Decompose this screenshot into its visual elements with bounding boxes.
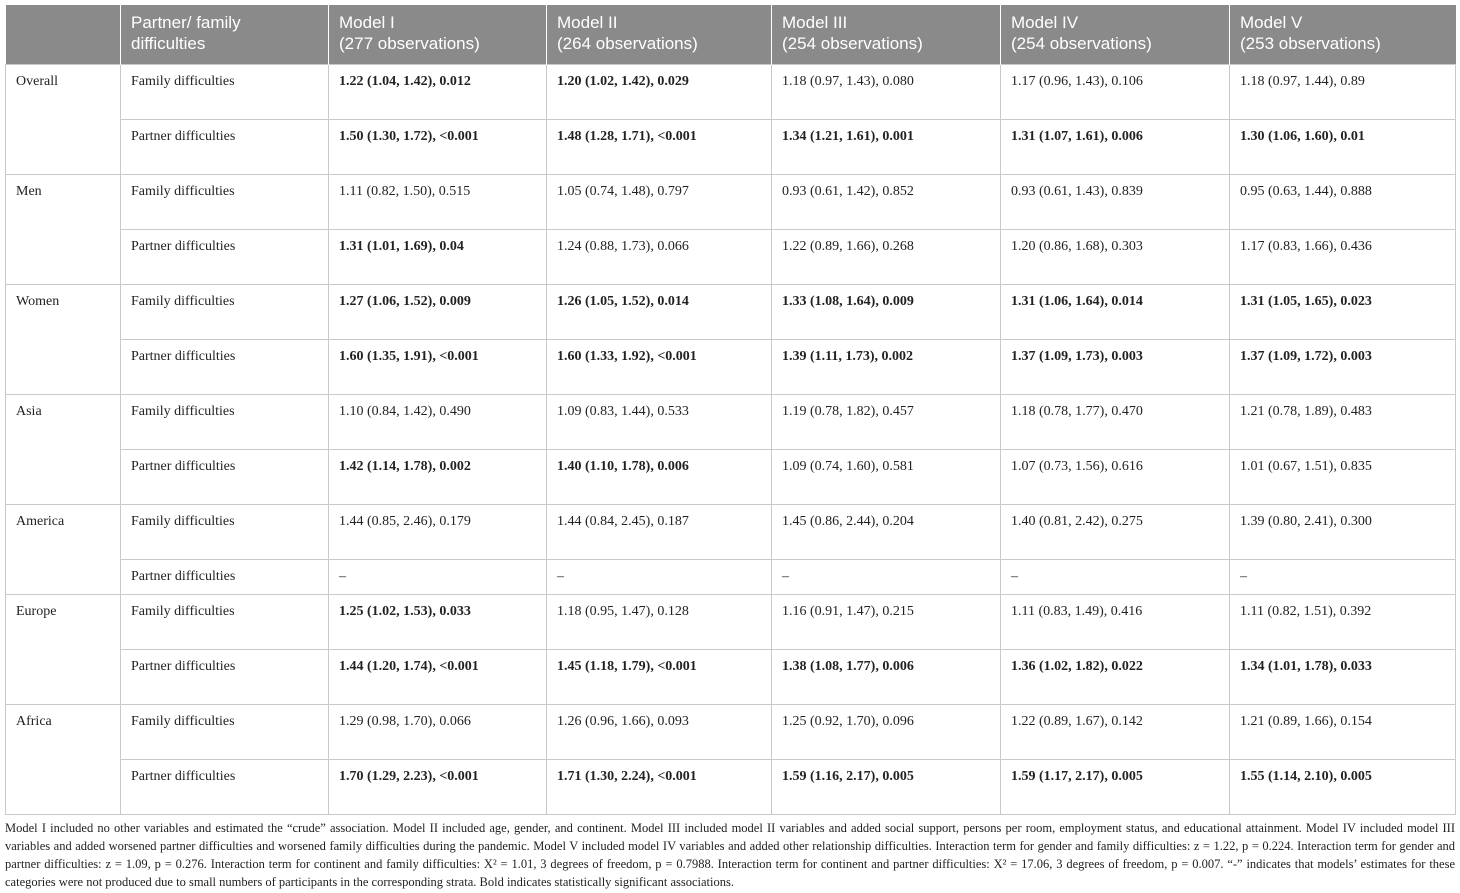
model-observations: (277 observations) <box>339 34 480 53</box>
estimate-cell-model-4: 1.59 (1.17, 2.17), 0.005 <box>1001 760 1230 815</box>
header-row <box>6 5 1456 65</box>
header-model-5 <box>1230 5 1456 65</box>
header-group <box>6 5 121 65</box>
estimate-cell-model-1: – <box>329 560 547 595</box>
estimate-cell-model-5: 0.95 (0.63, 1.44), 0.888 <box>1230 175 1456 230</box>
estimate-cell-model-1: 1.27 (1.06, 1.52), 0.009 <box>329 285 547 340</box>
estimate-cell-model-3: 1.19 (0.78, 1.82), 0.457 <box>772 395 1001 450</box>
estimate-cell-model-1: 1.44 (1.20, 1.74), <0.001 <box>329 650 547 705</box>
estimate-cell-model-3: 1.18 (0.97, 1.43), 0.080 <box>772 65 1001 120</box>
estimate-cell-model-1: 1.70 (1.29, 2.23), <0.001 <box>329 760 547 815</box>
difficulty-type-label: Family difficulties <box>121 175 329 230</box>
table-row <box>6 595 1456 650</box>
estimate-cell-model-1: 1.11 (0.82, 1.50), 0.515 <box>329 175 547 230</box>
table-container <box>5 5 1455 891</box>
estimate-cell-model-1: 1.31 (1.01, 1.69), 0.04 <box>329 230 547 285</box>
estimate-cell-model-4: 1.31 (1.07, 1.61), 0.006 <box>1001 120 1230 175</box>
table-row <box>6 65 1456 120</box>
estimate-cell-model-1: 1.22 (1.04, 1.42), 0.012 <box>329 65 547 120</box>
estimate-cell-model-4: 1.22 (0.89, 1.67), 0.142 <box>1001 705 1230 760</box>
estimate-cell-model-5: 1.17 (0.83, 1.66), 0.436 <box>1230 230 1456 285</box>
group-label: Africa <box>6 705 121 815</box>
estimate-cell-model-4: 1.18 (0.78, 1.77), 0.470 <box>1001 395 1230 450</box>
estimate-cell-model-4: 0.93 (0.61, 1.43), 0.839 <box>1001 175 1230 230</box>
estimate-cell-model-2: – <box>547 560 772 595</box>
difficulty-type-label: Family difficulties <box>121 395 329 450</box>
difficulty-type-label: Partner difficulties <box>121 120 329 175</box>
difficulty-type-label: Partner difficulties <box>121 760 329 815</box>
difficulty-type-label: Family difficulties <box>121 705 329 760</box>
estimate-cell-model-1: 1.50 (1.30, 1.72), <0.001 <box>329 120 547 175</box>
header-model-1 <box>329 5 547 65</box>
estimate-cell-model-3: 1.38 (1.08, 1.77), 0.006 <box>772 650 1001 705</box>
difficulty-type-label: Partner difficulties <box>121 560 329 595</box>
group-label: America <box>6 505 121 595</box>
estimate-cell-model-2: 1.26 (1.05, 1.52), 0.014 <box>547 285 772 340</box>
table-row <box>6 505 1456 560</box>
estimate-cell-model-4: 1.11 (0.83, 1.49), 0.416 <box>1001 595 1230 650</box>
table-row <box>6 285 1456 340</box>
estimate-cell-model-1: 1.44 (0.85, 2.46), 0.179 <box>329 505 547 560</box>
model-name: Model IV <box>1011 13 1079 32</box>
estimate-cell-model-4: 1.37 (1.09, 1.73), 0.003 <box>1001 340 1230 395</box>
estimate-cell-model-5: 1.30 (1.06, 1.60), 0.01 <box>1230 120 1456 175</box>
difficulty-type-label: Partner difficulties <box>121 450 329 505</box>
estimate-cell-model-2: 1.09 (0.83, 1.44), 0.533 <box>547 395 772 450</box>
estimate-cell-model-5: 1.39 (0.80, 2.41), 0.300 <box>1230 505 1456 560</box>
model-name: Model I <box>339 13 395 32</box>
estimate-cell-model-3: 1.59 (1.16, 2.17), 0.005 <box>772 760 1001 815</box>
group-label: Overall <box>6 65 121 175</box>
difficulty-type-label: Family difficulties <box>121 505 329 560</box>
model-observations: (254 observations) <box>782 34 923 53</box>
estimate-cell-model-2: 1.18 (0.95, 1.47), 0.128 <box>547 595 772 650</box>
estimate-cell-model-1: 1.25 (1.02, 1.53), 0.033 <box>329 595 547 650</box>
estimate-cell-model-5: 1.01 (0.67, 1.51), 0.835 <box>1230 450 1456 505</box>
group-label: Europe <box>6 595 121 705</box>
estimate-cell-model-4: 1.36 (1.02, 1.82), 0.022 <box>1001 650 1230 705</box>
estimate-cell-model-4: 1.31 (1.06, 1.64), 0.014 <box>1001 285 1230 340</box>
estimate-cell-model-4: 1.20 (0.86, 1.68), 0.303 <box>1001 230 1230 285</box>
estimate-cell-model-2: 1.20 (1.02, 1.42), 0.029 <box>547 65 772 120</box>
table-row <box>6 705 1456 760</box>
table-row <box>6 395 1456 450</box>
table-row <box>6 340 1456 395</box>
table-row <box>6 230 1456 285</box>
table-body <box>6 65 1456 815</box>
estimate-cell-model-2: 1.24 (0.88, 1.73), 0.066 <box>547 230 772 285</box>
difficulty-type-label: Partner difficulties <box>121 230 329 285</box>
table-row <box>6 560 1456 595</box>
header-model-3 <box>772 5 1001 65</box>
difficulty-type-label: Family difficulties <box>121 65 329 120</box>
estimate-cell-model-1: 1.42 (1.14, 1.78), 0.002 <box>329 450 547 505</box>
estimate-cell-model-3: 1.34 (1.21, 1.61), 0.001 <box>772 120 1001 175</box>
estimate-cell-model-3: – <box>772 560 1001 595</box>
difficulty-type-label: Partner difficulties <box>121 650 329 705</box>
model-observations: (264 observations) <box>557 34 698 53</box>
estimate-cell-model-5: 1.34 (1.01, 1.78), 0.033 <box>1230 650 1456 705</box>
estimate-cell-model-2: 1.45 (1.18, 1.79), <0.001 <box>547 650 772 705</box>
estimate-cell-model-4: 1.07 (0.73, 1.56), 0.616 <box>1001 450 1230 505</box>
model-observations: (254 observations) <box>1011 34 1152 53</box>
model-name: Model II <box>557 13 618 32</box>
table-row <box>6 450 1456 505</box>
estimate-cell-model-3: 1.33 (1.08, 1.64), 0.009 <box>772 285 1001 340</box>
table-row <box>6 175 1456 230</box>
estimate-cell-model-4: – <box>1001 560 1230 595</box>
estimate-cell-model-2: 1.05 (0.74, 1.48), 0.797 <box>547 175 772 230</box>
table-row <box>6 650 1456 705</box>
estimate-cell-model-3: 1.16 (0.91, 1.47), 0.215 <box>772 595 1001 650</box>
estimate-cell-model-5: 1.31 (1.05, 1.65), 0.023 <box>1230 285 1456 340</box>
model-name: Model III <box>782 13 848 32</box>
model-name: Model V <box>1240 13 1303 32</box>
header-model-2 <box>547 5 772 65</box>
group-label: Women <box>6 285 121 395</box>
estimate-cell-model-3: 1.39 (1.11, 1.73), 0.002 <box>772 340 1001 395</box>
estimate-cell-model-4: 1.17 (0.96, 1.43), 0.106 <box>1001 65 1230 120</box>
group-label: Men <box>6 175 121 285</box>
estimate-cell-model-5: 1.55 (1.14, 2.10), 0.005 <box>1230 760 1456 815</box>
estimate-cell-model-2: 1.44 (0.84, 2.45), 0.187 <box>547 505 772 560</box>
estimate-cell-model-2: 1.48 (1.28, 1.71), <0.001 <box>547 120 772 175</box>
estimate-cell-model-1: 1.10 (0.84, 1.42), 0.490 <box>329 395 547 450</box>
estimate-cell-model-5: 1.21 (0.89, 1.66), 0.154 <box>1230 705 1456 760</box>
estimate-cell-model-1: 1.29 (0.98, 1.70), 0.066 <box>329 705 547 760</box>
estimate-cell-model-5: 1.37 (1.09, 1.72), 0.003 <box>1230 340 1456 395</box>
estimate-cell-model-2: 1.60 (1.33, 1.92), <0.001 <box>547 340 772 395</box>
estimate-cell-model-2: 1.26 (0.96, 1.66), 0.093 <box>547 705 772 760</box>
results-table <box>5 5 1456 815</box>
header-difficulty-type: Partner/ family difficulties <box>121 5 329 65</box>
table-header <box>6 5 1456 65</box>
group-label: Asia <box>6 395 121 505</box>
estimate-cell-model-3: 1.09 (0.74, 1.60), 0.581 <box>772 450 1001 505</box>
estimate-cell-model-3: 1.22 (0.89, 1.66), 0.268 <box>772 230 1001 285</box>
table-row <box>6 120 1456 175</box>
estimate-cell-model-2: 1.71 (1.30, 2.24), <0.001 <box>547 760 772 815</box>
estimate-cell-model-5: – <box>1230 560 1456 595</box>
estimate-cell-model-5: 1.21 (0.78, 1.89), 0.483 <box>1230 395 1456 450</box>
table-footnote: Model I included no other variables and estimated the “crude” association. Model II included age, gender, and continent. Model III included model II variables and added social support, persons per room, employment status, and educational attainment. Model IV included model III variables and added worsened partner difficulties and worsened family difficulties during the pandemic. Model V included model IV variables and added other relationship difficulties. Interaction term for gender and family difficulties: z = 1.22, p = 0.224. Interaction term for gender and partner difficulties: z = 1.09, p = 0.276. Interaction term for continent and family difficulties: X² = 1.01, 3 degrees of freedom, p = 0.7988. Interaction term for continent and partner difficulties: X² = 17.06, 3 degrees of freedom, p = 0.007. “-” indicates that models’ estimates for these categories were not produced due to small numbers of participants in the corresponding strata. Bold indicates statistically significant associations. <box>5 821 1455 889</box>
estimate-cell-model-4: 1.40 (0.81, 2.42), 0.275 <box>1001 505 1230 560</box>
difficulty-type-label: Family difficulties <box>121 285 329 340</box>
model-observations: (253 observations) <box>1240 34 1381 53</box>
table-row <box>6 760 1456 815</box>
estimate-cell-model-5: 1.18 (0.97, 1.44), 0.89 <box>1230 65 1456 120</box>
estimate-cell-model-3: 0.93 (0.61, 1.42), 0.852 <box>772 175 1001 230</box>
estimate-cell-model-3: 1.25 (0.92, 1.70), 0.096 <box>772 705 1001 760</box>
estimate-cell-model-2: 1.40 (1.10, 1.78), 0.006 <box>547 450 772 505</box>
difficulty-type-label: Partner difficulties <box>121 340 329 395</box>
estimate-cell-model-5: 1.11 (0.82, 1.51), 0.392 <box>1230 595 1456 650</box>
header-model-4 <box>1001 5 1230 65</box>
estimate-cell-model-1: 1.60 (1.35, 1.91), <0.001 <box>329 340 547 395</box>
estimate-cell-model-3: 1.45 (0.86, 2.44), 0.204 <box>772 505 1001 560</box>
difficulty-type-label: Family difficulties <box>121 595 329 650</box>
